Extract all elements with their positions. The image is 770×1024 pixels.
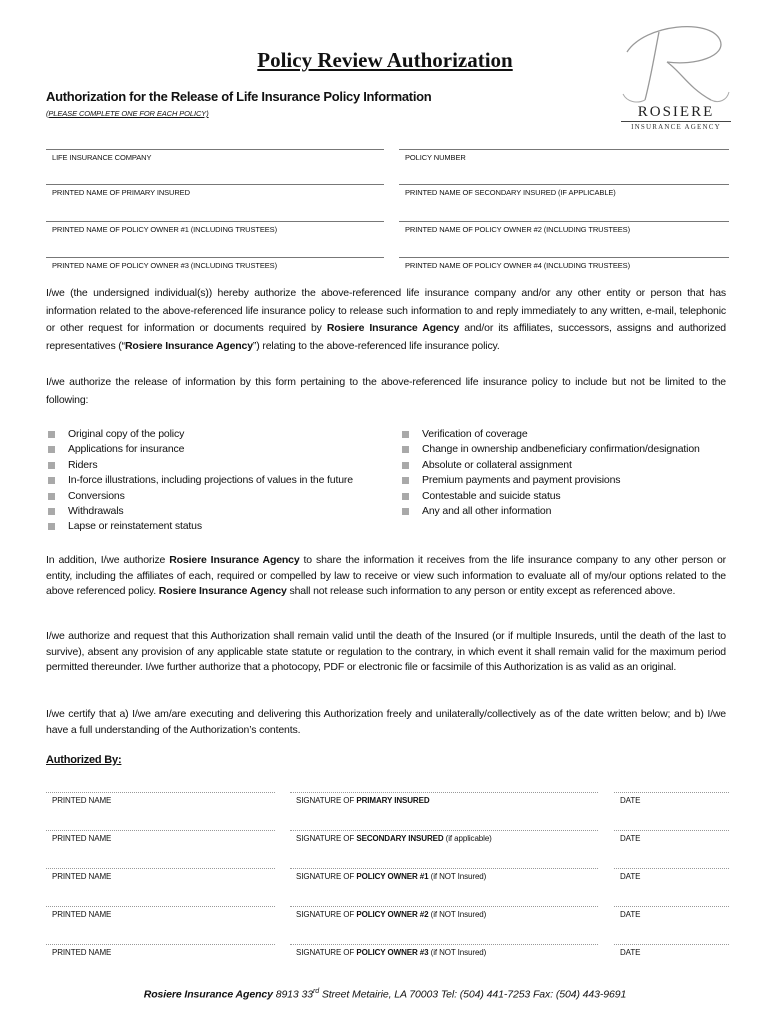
square-bullet-icon	[402, 477, 409, 484]
agency-name: Rosiere Insurance Agency	[326, 322, 460, 334]
list-item-label: Withdrawals	[68, 504, 124, 517]
policy-owner-1-field[interactable]: PRINTED NAME OF POLICY OWNER #1 (INCLUDING TRUSTEES)	[46, 221, 384, 234]
footer-address	[0, 988, 770, 1001]
signature-label: SIGNATURE OF	[296, 834, 355, 843]
printed-name-field[interactable]: PRINTED NAME	[46, 944, 275, 957]
agency-name: Rosiere Insurance Agency	[158, 585, 287, 597]
square-bullet-icon	[48, 477, 55, 484]
square-bullet-icon	[402, 462, 409, 469]
sharing-paragraph	[46, 553, 726, 600]
signature-field[interactable]	[290, 944, 598, 957]
list-item-label: Lapse or reinstatement status	[68, 520, 202, 533]
list-item	[46, 519, 353, 534]
policy-owner-3-field[interactable]: PRINTED NAME OF POLICY OWNER #3 (INCLUDING TRUSTEES)	[46, 257, 384, 270]
paragraph-text: shall not release such information to any person or entity except as referenced above.	[286, 585, 676, 597]
list-item	[400, 473, 700, 488]
validity-paragraph: I/we authorize and request that this Authorization shall remain valid until the death of the Insured (or if multiple Insureds, until the death of the last to survive), absent any provision of any applicable state statute or regulation to the contrary, in which event it shall remain valid for the maximum period permitted thereunder. I/we further authorize that a photocopy, PDF or electronic file or facsimile of this Authorization is as valid as an original.	[46, 630, 726, 673]
square-bullet-icon	[48, 523, 55, 530]
authorized-by-heading: Authorized By:	[46, 754, 122, 766]
date-field[interactable]: DATE	[614, 868, 729, 881]
list-item-label: Absolute or collateral assignment	[422, 458, 572, 471]
list-item	[400, 427, 700, 442]
list-item	[400, 458, 700, 473]
date-field[interactable]: DATE	[614, 830, 729, 843]
monogram-r-icon	[615, 22, 733, 106]
list-item	[400, 489, 700, 504]
logo-tagline: INSURANCE AGENCY	[631, 123, 721, 131]
secondary-insured-field[interactable]: PRINTED NAME OF SECONDARY INSURED (IF APPLICABLE)	[399, 184, 729, 197]
list-item-label: Original copy of the policy	[68, 428, 185, 440]
rosiere-logo	[615, 22, 733, 132]
list-item-label: Change in ownership andbeneficiary confirmation/designation	[422, 443, 700, 456]
signer-role: POLICY OWNER #3	[356, 948, 429, 957]
release-scope-paragraph: I/we authorize the release of information by this form pertaining to the above-referenced life insurance policy to include but not be limited to the following:	[46, 376, 726, 406]
document-title: Policy Review Authorization	[257, 48, 513, 72]
release-items-list-right	[400, 427, 700, 519]
square-bullet-icon	[48, 493, 55, 500]
square-bullet-icon	[48, 508, 55, 515]
square-bullet-icon	[48, 446, 55, 453]
signature-label: SIGNATURE OF	[296, 910, 355, 919]
signer-note: (if NOT Insured)	[430, 872, 487, 881]
list-item-label: Any and all other information	[422, 504, 552, 517]
paragraph-text: to share the information it receives from the life insurance company to any other person or entity, including the affiliates of each, required or compelled by law to receive or view such information to evaluate all of my/our options related to the above referenced policy.	[46, 554, 726, 597]
footer-agency-name: Rosiere Insurance Agency	[143, 988, 273, 1001]
signer-note: (if NOT Insured)	[430, 948, 487, 957]
square-bullet-icon	[402, 508, 409, 515]
list-item	[46, 442, 353, 457]
date-field[interactable]: DATE	[614, 944, 729, 957]
instruction-note: (PLEASE COMPLETE ONE FOR EACH POLICY)	[46, 109, 209, 118]
policy-owner-2-field[interactable]: PRINTED NAME OF POLICY OWNER #2 (INCLUDING TRUSTEES)	[399, 221, 729, 234]
signer-note: (if NOT Insured)	[430, 910, 487, 919]
list-item-label: Verification of coverage	[422, 428, 528, 440]
square-bullet-icon	[402, 446, 409, 453]
list-item-label: Premium payments and payment provisions	[422, 474, 621, 487]
release-items-list-left	[46, 427, 353, 535]
list-item	[400, 442, 700, 457]
authorization-paragraph	[46, 285, 726, 355]
printed-name-field[interactable]: PRINTED NAME	[46, 830, 275, 843]
list-item-label: Applications for insurance	[68, 443, 185, 456]
list-item	[46, 458, 353, 473]
signature-field[interactable]	[290, 830, 598, 843]
list-item-label: In-force illustrations, including projections of values in the future	[68, 474, 353, 487]
policy-number-field[interactable]: POLICY NUMBER	[399, 149, 729, 162]
signer-role: SECONDARY INSURED	[356, 834, 444, 843]
agency-name: Rosiere Insurance Agency	[125, 339, 253, 352]
list-item-label: Conversions	[68, 489, 125, 502]
policy-owner-4-field[interactable]: PRINTED NAME OF POLICY OWNER #4 (INCLUDING TRUSTEES)	[399, 257, 729, 270]
signer-note: (if applicable)	[445, 834, 492, 843]
logo-name: ROSIERE	[637, 104, 715, 120]
life-insurance-company-field[interactable]: LIFE INSURANCE COMPANY	[46, 149, 384, 162]
signer-role: PRIMARY INSURED	[356, 796, 430, 805]
logo-divider	[621, 121, 731, 122]
signature-label: SIGNATURE OF	[296, 872, 355, 881]
paragraph-text: ”) relating to the above-referenced life insurance policy.	[252, 339, 500, 352]
square-bullet-icon	[402, 493, 409, 500]
list-item-label: Riders	[68, 458, 98, 471]
date-field[interactable]: DATE	[614, 906, 729, 919]
paragraph-text: and/or its affiliates, successors, assigns and authorized representatives (“	[46, 322, 727, 352]
certification-paragraph: I/we certify that a) I/we am/are executing and delivering this Authorization freely and unilaterally/collectively as of the date written below; and b) I/we have a full understanding of the Authorization’s contents.	[46, 708, 726, 736]
signature-label: SIGNATURE OF	[296, 948, 355, 957]
signature-field[interactable]	[290, 792, 598, 805]
list-item	[46, 504, 353, 519]
printed-name-field[interactable]: PRINTED NAME	[46, 906, 275, 919]
footer-address-suffix: rd	[312, 988, 319, 995]
primary-insured-field[interactable]: PRINTED NAME OF PRIMARY INSURED	[46, 184, 384, 197]
square-bullet-icon	[48, 431, 55, 438]
list-item	[46, 473, 353, 488]
footer-contact: Street Metairie, LA 70003 Tel: (504) 441-7253 Fax: (504) 443-9691	[319, 988, 627, 1001]
signer-role: POLICY OWNER #2	[356, 910, 429, 919]
list-item	[46, 427, 353, 442]
document-subtitle: Authorization for the Release of Life Insurance Policy Information	[46, 89, 432, 104]
signer-role: POLICY OWNER #1	[356, 872, 429, 881]
footer-address-number: 8913 33	[275, 988, 313, 1001]
paragraph-text: In addition, I/we authorize	[46, 554, 170, 566]
signature-label: SIGNATURE OF	[296, 796, 355, 805]
date-field[interactable]: DATE	[614, 792, 729, 805]
printed-name-field[interactable]: PRINTED NAME	[46, 792, 275, 805]
list-item-label: Contestable and suicide status	[422, 489, 561, 502]
signature-field[interactable]	[290, 868, 598, 881]
list-item	[46, 489, 353, 504]
list-item	[400, 504, 700, 519]
square-bullet-icon	[402, 431, 409, 438]
paragraph-text: I/we (the undersigned individual(s)) hereby authorize the above-referenced life insurance company and/or any other entity or person that has information related to the above-referenced life insurance policy to release such information to and reply immediately to any written, e-mail, telephonic or other request for information or documents required by	[46, 287, 726, 334]
signature-field[interactable]	[290, 906, 598, 919]
printed-name-field[interactable]: PRINTED NAME	[46, 868, 275, 881]
agency-name: Rosiere Insurance Agency	[169, 554, 300, 566]
square-bullet-icon	[48, 462, 55, 469]
